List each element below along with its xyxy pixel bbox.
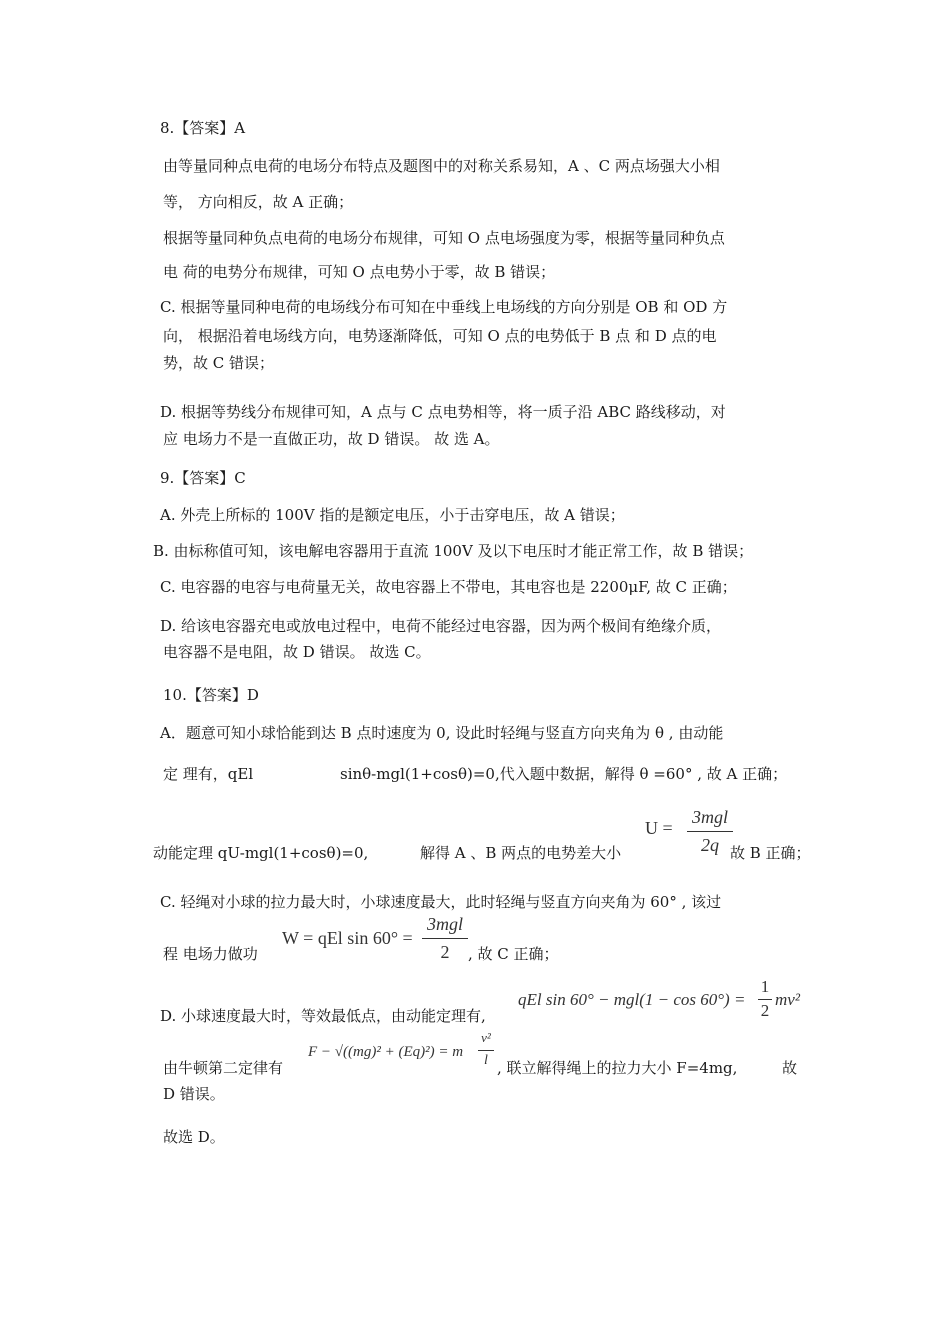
- q10-d-eq1-rhs: mv²: [775, 990, 800, 1009]
- q8-line-6: 向， 根据沿着电场线方向，电势逐渐降低，可知 O 点的电势低于 B 点 和 D 点的电: [163, 327, 717, 345]
- q8-line-4: 电 荷的电势分布规律，可知 O 点电势小于零，故 B 错误；: [163, 263, 556, 281]
- q10-b-eq-numerator: 3mgl: [692, 807, 728, 827]
- q10-d-eq2-fraction-bar: [478, 1050, 494, 1051]
- q10-b-line-b: 解得 A 、B 两点的电势差大小: [420, 844, 622, 862]
- q10-b-eq-lhs: U =: [645, 818, 673, 838]
- q8-line-9: 应 电场力不是一直做正功，故 D 错误。 故 选 A。: [163, 430, 500, 448]
- q9-line-3: C. 电容器的电容与电荷量无关，故电容器上不带电，其电容也是 2200μF, 故 C 正确；: [160, 578, 737, 596]
- q10-c-eq-denominator: 2: [440, 942, 450, 962]
- q9-line-5: 电容器不是电阻，故 D 错误。 故选 C。: [163, 643, 431, 661]
- q10-d-eq1-denominator: 2: [760, 1001, 770, 1020]
- q8-line-3: 根据等量同种负点电荷的电场分布规律，可知 O 点电场强度为零，根据等量同种负点: [163, 229, 725, 247]
- q10-d-line-2a: 由牛顿第二定律有: [163, 1059, 284, 1077]
- q8-line-1: 由等量同种点电荷的电场分布特点及题图中的对称关系易知，A 、C 两点场强大小相: [163, 157, 720, 175]
- q10-c-eq-lhs: W = qEl sin 60° =: [282, 928, 413, 948]
- q10-d-eq1-lhs: qEl sin 60° − mgl(1 − cos 60°) =: [518, 990, 746, 1009]
- q9-answer-title: 9.【答案】C: [160, 469, 246, 487]
- q10-d-eq1-fraction-bar: [758, 999, 772, 1000]
- q10-d-eq2-denominator: l: [484, 1053, 488, 1068]
- q8-answer-title: 8.【答案】A: [160, 119, 246, 137]
- q8-line-7: 势，故 C 错误；: [163, 354, 275, 372]
- q10-c-line-2a: 程 电场力做功: [163, 945, 258, 963]
- q10-d-eq2-lhs: F − √((mg)² + (Eq)²) = m: [308, 1044, 464, 1060]
- q10-d-line-2b: , 联立解得绳上的拉力大小 F=4mg,: [497, 1059, 738, 1077]
- q10-c-line-2b: , 故 C 正确；: [468, 945, 559, 963]
- q9-line-1: A. 外壳上所标的 100V 指的是额定电压，小于击穿电压，故 A 错误；: [160, 506, 625, 524]
- q10-d-line-1: D. 小球速度最大时，等效最低点，由动能定理有,: [160, 1007, 486, 1025]
- q10-b-line-a: 动能定理 qU-mgl(1+cosθ)=0,: [153, 844, 369, 862]
- q10-final-choice: 故选 D。: [163, 1128, 225, 1146]
- q9-line-2: B. 由标称值可知，该电解电容器用于直流 100V 及以下电压时才能正常工作，故 B 错误；: [153, 542, 754, 560]
- q10-c-fraction-bar: [422, 938, 468, 939]
- q10-a-line-2a: 定 理有，qEl: [163, 765, 254, 783]
- q10-a-line-2b: sinθ-mgl(1+cosθ)=0,代入题中数据，解得 θ =60° , 故 A 正确；: [340, 765, 788, 783]
- q10-b-fraction-bar: [687, 831, 733, 832]
- q10-d-eq1-numerator: 1: [760, 977, 770, 996]
- q8-line-8: D. 根据等势线分布规律可知，A 点与 C 点电势相等，将一质子沿 ABC 路线移动，对: [160, 403, 726, 421]
- q10-c-eq-numerator: 3mgl: [427, 914, 463, 934]
- q10-d-line-3: D 错误。: [163, 1085, 225, 1103]
- q8-line-2: 等， 方向相反，故 A 正确；: [163, 193, 354, 211]
- q9-line-4: D. 给该电容器充电或放电过程中，电荷不能经过电容器，因为两个极间有绝缘介质，: [160, 617, 722, 635]
- q10-b-line-c: 故 B 正确；: [730, 844, 811, 862]
- q10-c-line-1: C. 轻绳对小球的拉力最大时，小球速度最大，此时轻绳与竖直方向夹角为 60° , 该过: [160, 893, 722, 911]
- q10-d-eq2-numerator: v²: [481, 1030, 491, 1045]
- q10-answer-title: 10.【答案】D: [163, 686, 259, 704]
- q10-b-eq-denominator: 2q: [701, 835, 719, 855]
- q10-d-line-2c: 故: [782, 1059, 798, 1077]
- q10-a-line-1: A．题意可知小球恰能到达 B 点时速度为 0, 设此时轻绳与竖直方向夹角为 θ , 由动能: [160, 724, 724, 742]
- q8-line-5: C. 根据等量同种电荷的电场线分布可知在中垂线上电场线的方向分别是 OB 和 OD 方: [160, 298, 728, 316]
